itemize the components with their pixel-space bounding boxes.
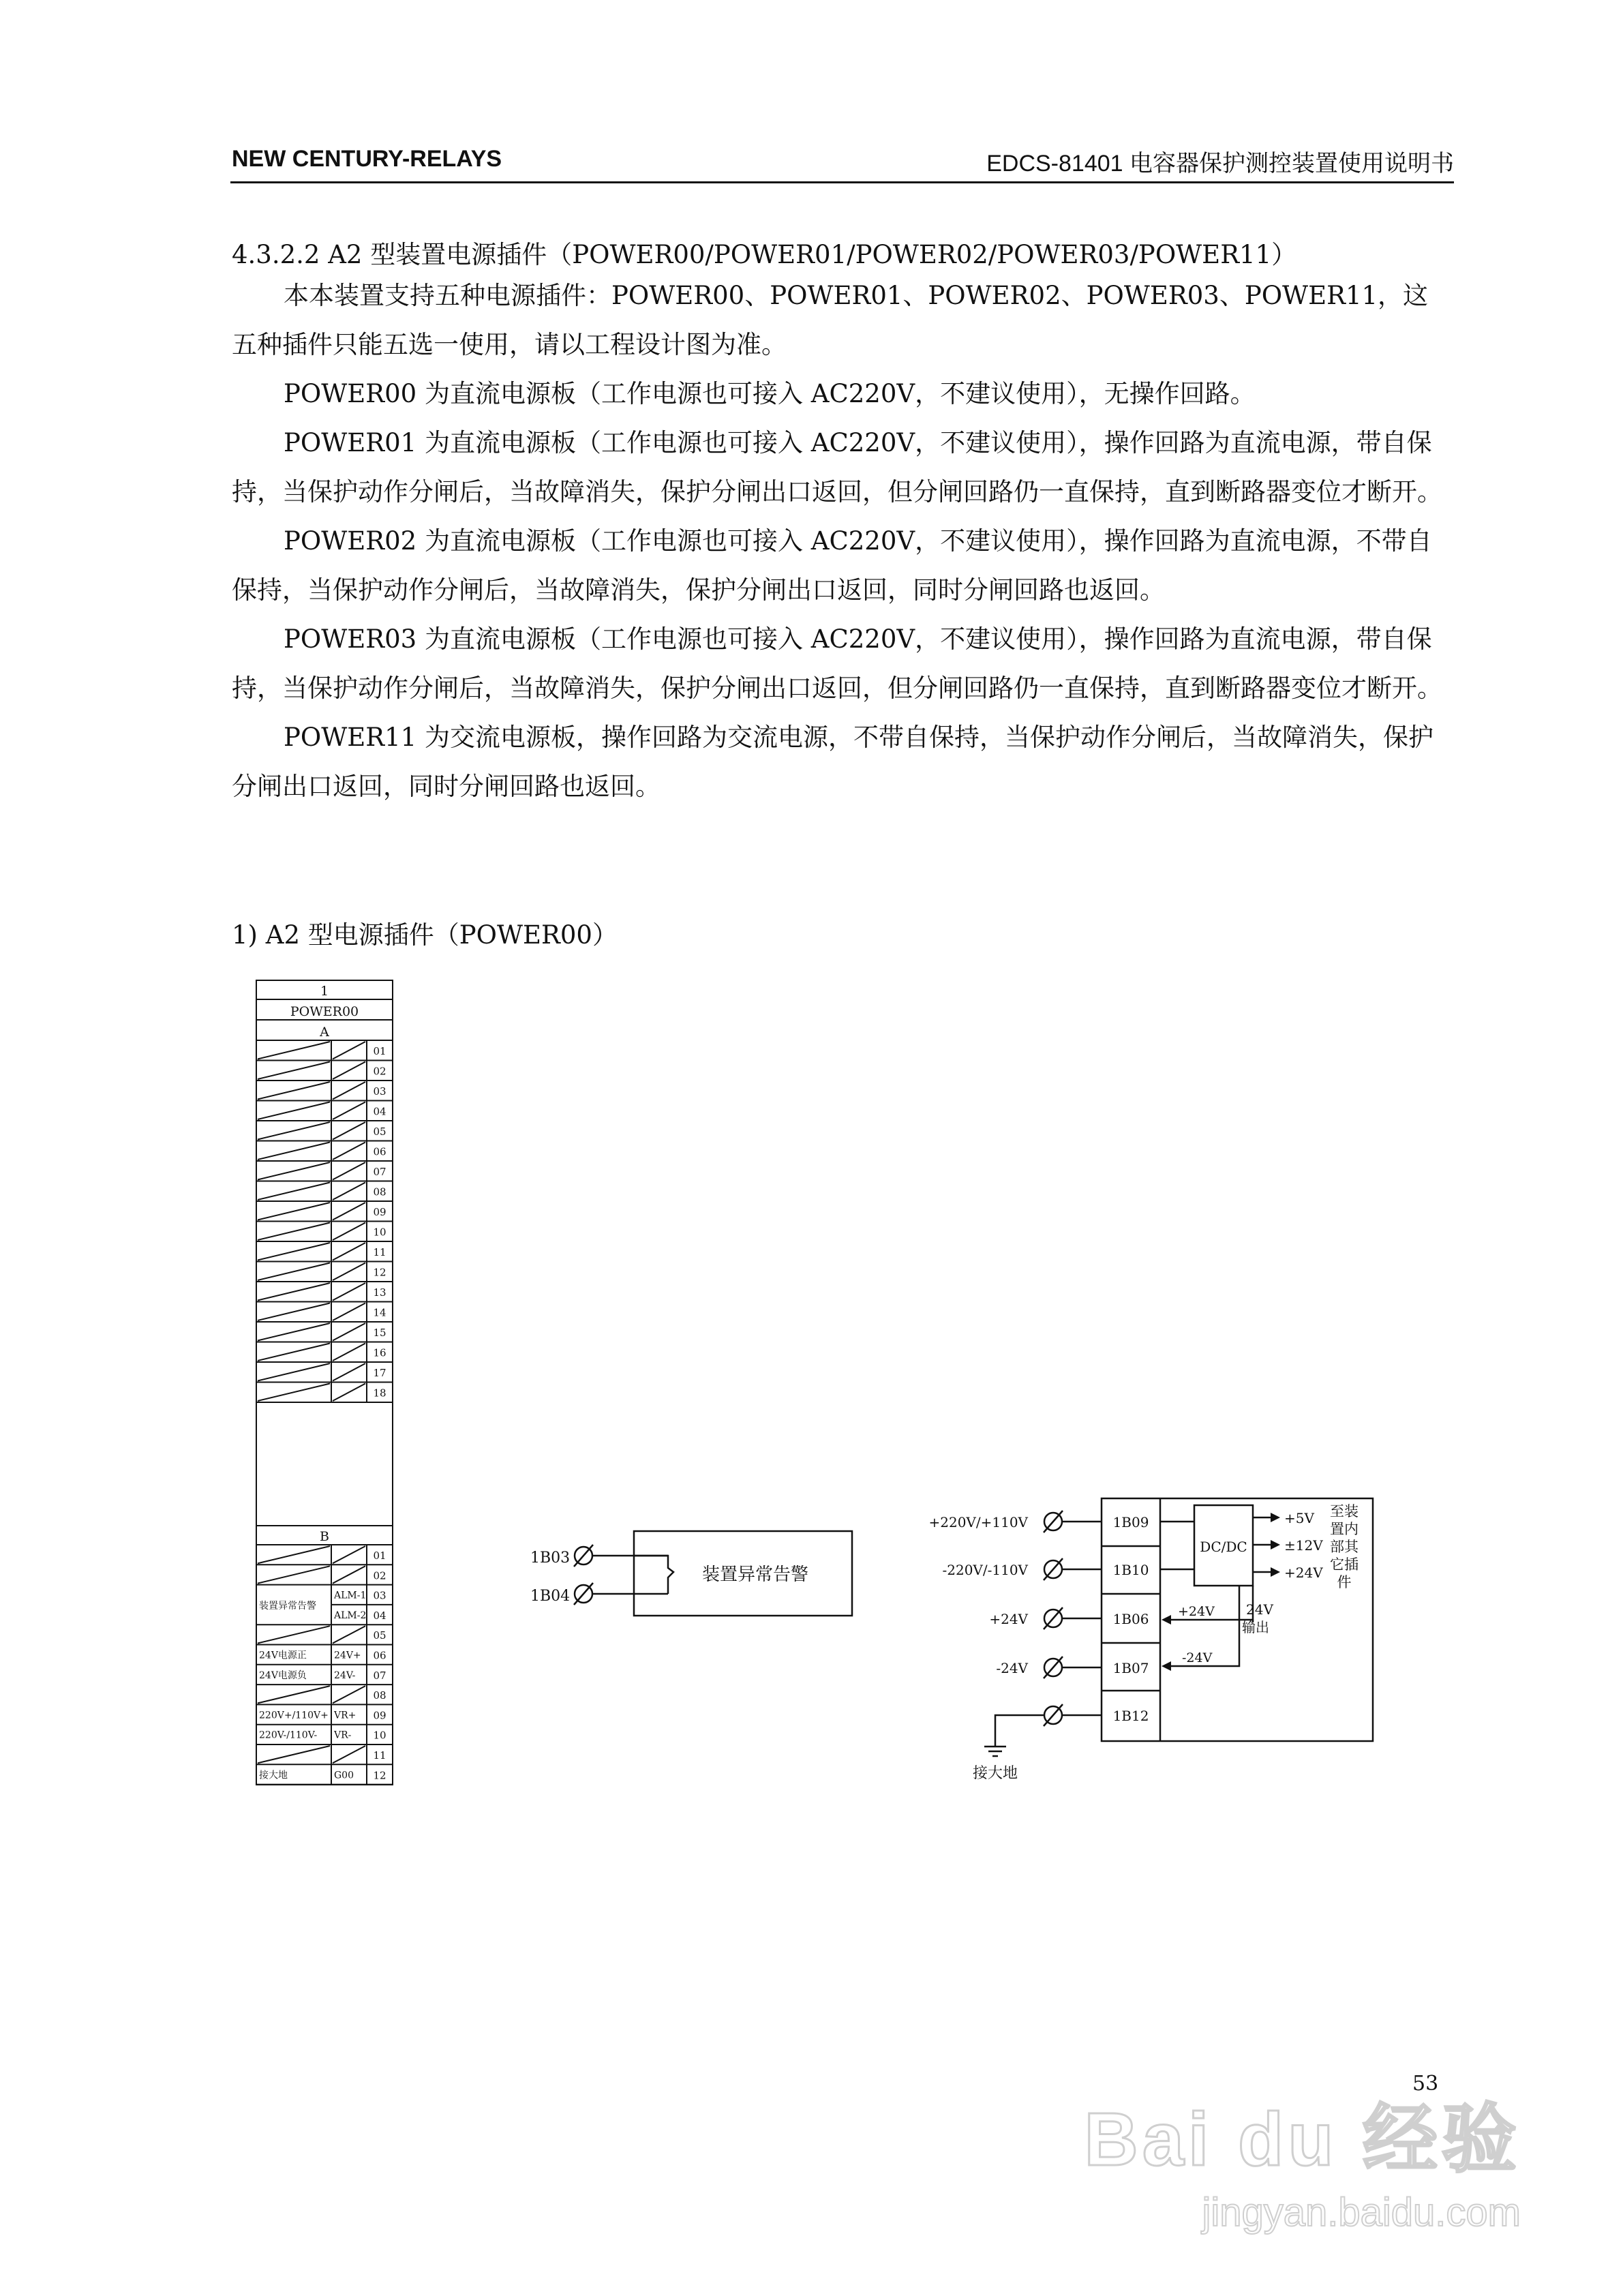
terminal-a-pin: 15 xyxy=(373,1327,386,1339)
arrow-right-icon xyxy=(1271,1513,1280,1522)
baidu-watermark xyxy=(1084,2079,1521,2235)
terminal-a-pin: 13 xyxy=(373,1286,386,1299)
output-12v: ±12V xyxy=(1284,1537,1323,1554)
header-left: NEW CENTURY-RELAYS xyxy=(232,146,502,172)
arrow-left-icon xyxy=(1162,1661,1171,1671)
terminal-b-pin: 11 xyxy=(373,1749,386,1762)
output-note-4: 它插 xyxy=(1330,1556,1359,1573)
terminal-board-label: POWER00 xyxy=(290,1004,359,1019)
terminal-b-row xyxy=(256,1645,393,1665)
terminal-a-row xyxy=(256,1081,393,1101)
terminal-1b10: 1B10 xyxy=(1112,1562,1149,1578)
terminal-b-pin: 05 xyxy=(373,1629,386,1642)
arrow-right-icon xyxy=(1271,1567,1280,1577)
terminal-a-row xyxy=(256,1302,393,1323)
terminal-b-pin: 08 xyxy=(373,1689,386,1702)
item-title: 1) A2 型电源插件（POWER00） xyxy=(232,920,618,950)
terminal-1b07: 1B07 xyxy=(1112,1660,1149,1676)
header-right: EDCS-81401 电容器保护测控装置使用说明书 xyxy=(986,151,1454,177)
terminal-b-pin: 06 xyxy=(373,1649,386,1662)
input-neg-hv: -220V/-110V xyxy=(942,1562,1028,1578)
terminal-a-row xyxy=(256,1061,393,1081)
page-number: 53 xyxy=(1412,2072,1439,2096)
terminal-b-signal: 24V- xyxy=(334,1670,356,1681)
terminal-b-desc: 装置异常告警 xyxy=(259,1600,316,1612)
output-5v: +5V xyxy=(1284,1510,1314,1526)
terminal-a-pin: 09 xyxy=(373,1206,386,1218)
paragraph-power11: POWER11 为交流电源板，操作回路为交流电源，不带自保持，当保护动作分闸后，当故障消失，保护分闸出口返回，同时分闸回路也返回。 xyxy=(232,723,1434,801)
terminal-a-pin: 05 xyxy=(373,1126,386,1138)
terminal-slot-label: 1 xyxy=(320,984,329,999)
terminal-a-row xyxy=(256,1141,393,1162)
terminal-a-row xyxy=(256,1201,393,1222)
alarm-terminal-1: 1B03 xyxy=(530,1550,571,1567)
terminal-a-row xyxy=(256,1342,393,1363)
arrow-right-icon xyxy=(1271,1540,1280,1550)
input-pos-hv: +220V/+110V xyxy=(928,1514,1028,1530)
terminal-b-pin: 02 xyxy=(373,1569,386,1582)
terminal-a-row xyxy=(256,1383,393,1403)
aux-24v-note-2: 输出 xyxy=(1242,1619,1269,1635)
paragraph-power02: POWER02 为直流电源板（工作电源也可接入 AC220V，不建议使用），操作回路为直流电源，不带自保持，当保护动作分闸后，当故障消失，保护分闸出口返回，同时分闸回路也返回。 xyxy=(232,526,1432,605)
output-note-2: 置内 xyxy=(1330,1521,1359,1537)
terminal-b-row xyxy=(256,1725,393,1744)
watermark-url: jingyan.baidu.com xyxy=(1202,2190,1521,2235)
terminal-a-row xyxy=(256,1181,393,1202)
terminal-b-pin: 04 xyxy=(373,1609,386,1622)
terminal-b-desc: 24V电源正 xyxy=(259,1650,307,1661)
terminal-b-row xyxy=(256,1744,393,1764)
terminal-a-pin: 04 xyxy=(373,1105,386,1118)
terminal-a-row xyxy=(256,1322,393,1342)
terminal-a-pin: 08 xyxy=(373,1185,386,1198)
terminal-b-signal: 24V+ xyxy=(334,1650,361,1661)
terminal-b-signal: VR+ xyxy=(334,1710,357,1721)
terminal-a-row xyxy=(256,1262,393,1282)
terminal-a-pin: 03 xyxy=(373,1085,386,1098)
terminal-b-row xyxy=(256,1625,393,1644)
terminal-1b09: 1B09 xyxy=(1112,1514,1149,1530)
input-neg-24v: -24V xyxy=(996,1660,1028,1676)
terminal-b-row xyxy=(256,1764,393,1784)
terminal-b-signal: ALM-2 xyxy=(334,1610,367,1621)
terminal-b-pin: 12 xyxy=(373,1769,386,1782)
section-heading: 4.3.2.2 A2 型装置电源插件（POWER00/POWER01/POWER02/POWER03/POWER11） xyxy=(232,240,1297,269)
terminal-a-pin: 16 xyxy=(373,1346,386,1359)
output-note-3: 部其 xyxy=(1330,1539,1359,1555)
terminal-a-pin: 10 xyxy=(373,1226,386,1239)
terminal-1b06: 1B06 xyxy=(1112,1611,1149,1627)
alarm-terminal-2: 1B04 xyxy=(530,1588,571,1605)
terminal-b-pin: 09 xyxy=(373,1709,386,1722)
terminal-a-row xyxy=(256,1161,393,1181)
terminal-b-row xyxy=(256,1665,393,1685)
terminal-a-row xyxy=(256,1222,393,1242)
terminal-a-row xyxy=(256,1101,393,1121)
terminal-1b12: 1B12 xyxy=(1112,1708,1149,1724)
terminal-a-pin: 01 xyxy=(373,1045,386,1057)
terminal-b-desc: 24V电源负 xyxy=(259,1670,307,1681)
terminal-row-a-label: A xyxy=(320,1025,329,1040)
alarm-box-label: 装置异常告警 xyxy=(702,1565,809,1585)
terminal-b-pin: 10 xyxy=(373,1729,386,1742)
paragraph-intro: 本本装置支持五种电源插件：POWER00、POWER01、POWER02、POWER03、POWER11，这五种插件只能五选一使用，请以工程设计图为准。 xyxy=(232,281,1429,359)
terminal-b-signal: ALM-1 xyxy=(334,1590,367,1601)
paragraph-power01: POWER01 为直流电源板（工作电源也可接入 AC220V，不建议使用），操作回路为直流电源，带自保持，当保护动作分闸后，当故障消失，保护分闸出口返回，但分闸回路仍一直保持，直到断路器变位才断开。 xyxy=(232,428,1442,507)
terminal-a-pin: 11 xyxy=(373,1246,386,1258)
output-note-1: 至装 xyxy=(1330,1503,1359,1520)
terminal-b-row xyxy=(256,1704,393,1724)
terminal-a-row xyxy=(256,1362,393,1383)
terminal-table xyxy=(256,980,393,1785)
terminal-a-row xyxy=(256,1241,393,1262)
terminal-a-pin: 14 xyxy=(373,1306,386,1319)
paragraph-power00: POWER00 为直流电源板（工作电源也可接入 AC220V，不建议使用），无操作回路。 xyxy=(284,379,1256,408)
terminal-row-b-label: B xyxy=(320,1529,329,1544)
paragraph-power03: POWER03 为直流电源板（工作电源也可接入 AC220V，不建议使用），操作回路为直流电源，带自保持，当保护动作分闸后，当故障消失，保护分闸出口返回，但分闸回路仍一直保持，直到断路器变位才断开。 xyxy=(232,624,1442,703)
input-wiring xyxy=(984,1511,1102,1756)
terminal-a-pin: 02 xyxy=(373,1065,386,1078)
input-pos-24v: +24V xyxy=(989,1611,1028,1627)
terminal-b-pin: 03 xyxy=(373,1589,386,1602)
terminal-a-pin: 12 xyxy=(373,1266,386,1279)
terminal-b-row xyxy=(256,1545,393,1565)
terminal-b-signal: G00 xyxy=(334,1770,354,1781)
terminal-b-signal: VR- xyxy=(334,1729,352,1741)
arrow-left-icon xyxy=(1162,1615,1171,1625)
watermark-logo-text: Bai du 经验 xyxy=(1084,2098,1521,2181)
output-24v: +24V xyxy=(1284,1565,1323,1581)
ground-label: 接大地 xyxy=(972,1765,1018,1782)
output-note-5: 件 xyxy=(1337,1574,1352,1590)
terminal-b-pin: 01 xyxy=(373,1550,386,1562)
terminal-b-desc: 接大地 xyxy=(259,1770,288,1781)
aux-24v-note-1: 24V xyxy=(1246,1601,1273,1618)
terminal-a-pin: 17 xyxy=(373,1367,386,1379)
terminal-b-row xyxy=(256,1685,393,1704)
terminal-a-pin: 18 xyxy=(373,1387,386,1400)
terminal-a-pin: 07 xyxy=(373,1166,386,1178)
terminal-a-row xyxy=(256,1040,393,1061)
terminal-a-pin: 06 xyxy=(373,1145,386,1158)
terminal-b-desc: 220V+/110V+ xyxy=(259,1710,329,1721)
aux-24v-pos: +24V xyxy=(1178,1604,1215,1619)
terminal-a-row xyxy=(256,1121,393,1141)
terminal-b-desc: 220V-/110V- xyxy=(259,1729,318,1741)
aux-24v-neg: -24V xyxy=(1182,1650,1213,1665)
terminal-a-row xyxy=(256,1282,393,1302)
terminal-b-row xyxy=(259,1585,393,1612)
terminal-b-pin: 07 xyxy=(373,1669,386,1682)
dcdc-label: DC/DC xyxy=(1200,1539,1247,1555)
terminal-b-row xyxy=(256,1565,393,1584)
